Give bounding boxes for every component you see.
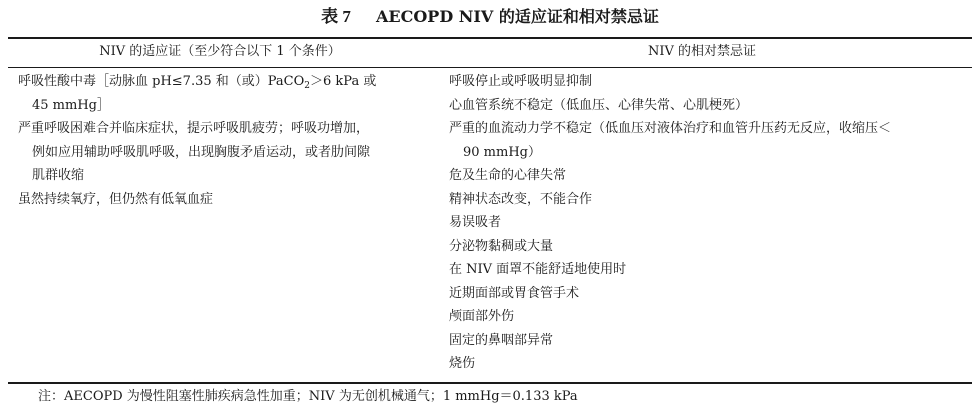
table-header-rule bbox=[8, 67, 972, 68]
indication-item bbox=[18, 117, 418, 188]
contraindication-text: 烧伤 bbox=[449, 356, 476, 371]
indication-text: 肌群收缩 bbox=[32, 168, 85, 183]
subscript: 2 bbox=[304, 81, 311, 91]
table-footnote: 注：AECOPD 为慢性阻塞性肺疾病急性加重；NIV 为无创机械通气；1 mmHg＝0.133 kPa bbox=[38, 389, 578, 404]
contraindication-text: 分泌物黏稠或大量 bbox=[449, 238, 554, 254]
contraindication-item bbox=[449, 282, 969, 306]
contraindication-item bbox=[449, 305, 969, 329]
contraindication-text: 90 mmHg） bbox=[463, 144, 541, 160]
contraindication-item bbox=[449, 117, 969, 164]
indication-text: 呼吸性酸中毒［动脉血 pH≤7.35 和（或）PaCO bbox=[18, 74, 305, 89]
contraindication-text: 近期面部或胃食管手术 bbox=[449, 285, 580, 301]
contraindication-text: 精神状态改变，不能合作 bbox=[449, 191, 593, 207]
contraindication-item bbox=[449, 211, 969, 235]
contraindication-item bbox=[449, 329, 969, 353]
indication-item bbox=[18, 188, 418, 212]
contraindication-item bbox=[449, 352, 969, 376]
contraindication-item bbox=[449, 164, 969, 188]
indication-text: 例如应用辅助呼吸肌呼吸，出现胸腹矛盾运动，或者肋间隙 bbox=[32, 144, 371, 160]
contraindications-column bbox=[449, 70, 969, 376]
contraindication-text: 在 NIV 面罩不能舒适地使用时 bbox=[449, 262, 627, 277]
indication-text: 严重呼吸困难合并临床症状，提示呼吸肌疲劳；呼吸功增加， bbox=[18, 121, 370, 136]
table-top-rule bbox=[8, 37, 972, 39]
table-title bbox=[0, 6, 980, 28]
table-bottom-rule bbox=[8, 382, 972, 384]
contraindication-text: 严重的血流动力学不稳定（低血压对液体治疗和血管升压药无反应，收缩压＜ bbox=[449, 121, 892, 136]
indication-text: ＞6 kPa 或 bbox=[310, 74, 377, 89]
contraindication-item bbox=[449, 188, 969, 212]
indication-text: 虽然持续氧疗，但仍然有低氧血症 bbox=[18, 191, 214, 207]
indication-text: 45 mmHg］ bbox=[32, 97, 110, 113]
contraindication-text: 危及生命的心律失常 bbox=[449, 168, 567, 183]
contraindication-text: 心血管系统不稳定（低血压、心律失常、心肌梗死） bbox=[449, 97, 749, 113]
contraindication-item bbox=[449, 94, 969, 118]
contraindication-text: 固定的鼻咽部异常 bbox=[449, 332, 554, 348]
header-indications: NIV 的适应证（至少符合以下 1 个条件） bbox=[99, 44, 341, 59]
contraindication-item bbox=[449, 235, 969, 259]
header-contraindications: NIV 的相对禁忌证 bbox=[647, 44, 757, 59]
contraindication-item bbox=[449, 70, 969, 94]
contraindication-text: 易误吸者 bbox=[449, 215, 502, 230]
table-title-text: AECOPD NIV 的适应证和相对禁忌证 bbox=[376, 7, 659, 26]
contraindication-text: 呼吸停止或呼吸明显抑制 bbox=[449, 74, 593, 89]
contraindication-text: 颅面部外伤 bbox=[449, 309, 515, 324]
indications-column bbox=[18, 70, 418, 211]
indication-item bbox=[18, 70, 418, 117]
contraindication-item bbox=[449, 258, 969, 282]
table-number: 表 7 bbox=[321, 7, 351, 26]
